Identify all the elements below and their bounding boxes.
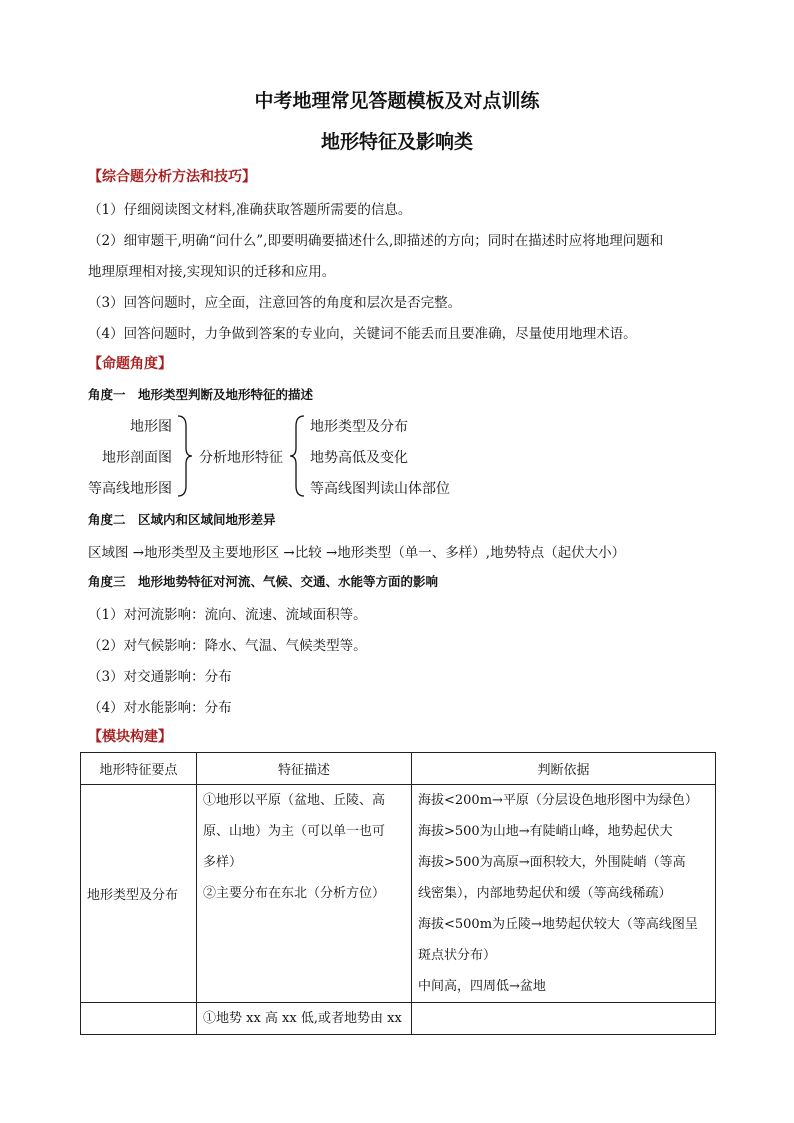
page-subtitle: 地形特征及影响类: [320, 131, 473, 153]
section-heading-methods: 【综合题分析方法和技巧】: [88, 169, 256, 185]
basis-line: 中间高，四周低→盆地: [418, 979, 546, 994]
diagram-right-2: 地势高低及变化: [310, 450, 408, 466]
desc-line: ①地形以平原（盆地、丘陵、高: [203, 793, 386, 808]
method-item-1: （1）仔细阅读图文材料,准确获取答题所需要的信息。: [88, 202, 412, 218]
method-item-4: （4）回答问题时，力争做到答案的专业向，关键词不能丢而且要准确，尽量使用地理术语。: [88, 326, 637, 342]
angle-2-heading: 角度二 区域内和区域间地形差异: [88, 512, 276, 527]
diagram-left-2: 地形剖面图: [102, 450, 172, 466]
page-title: 中考地理常见答题模板及对点训练: [254, 90, 540, 112]
table-cell-point: 地形类型及分布: [81, 785, 197, 1003]
diagram-left-3: 等高线地形图: [88, 481, 172, 497]
method-item-2-cont: 地理原理相对接,实现知识的迁移和应用。: [88, 264, 336, 280]
table-cell-basis: [412, 1003, 716, 1035]
desc-line: ①地势 xx 高 xx 低,或者地势由 xx: [203, 1011, 402, 1026]
method-item-2: （2）细审题干,明确“问什么”,即要明确要描述什么,即描述的方向；同时在描述时应将地理问题和: [88, 233, 664, 249]
table-header-basis: 判断依据: [412, 753, 716, 785]
angle-2-flow: 区域图 →地形类型及主要地形区 →比较 →地形类型（单一、多样）,地势特点（起伏大小）: [88, 545, 626, 561]
table-cell-point: [81, 1003, 197, 1035]
basis-line: 海拔>500为山地→有陡峭山峰，地势起伏大: [418, 824, 673, 839]
diagram-right-3: 等高线图判读山体部位: [310, 481, 450, 497]
basis-line: 线密集），内部地势起伏和缓（等高线稀疏）: [418, 886, 672, 901]
table-header-desc: 特征描述: [197, 753, 412, 785]
angle-3-item-1: （1）对河流影响：流向、流速、流域面积等。: [88, 607, 367, 623]
basis-line: 海拔<200m→平原（分层设色地形图中为绿色）: [418, 793, 698, 808]
section-heading-module: 【模块构建】: [88, 729, 172, 745]
table-header-row: [81, 753, 716, 785]
angle-3-item-4: （4）对水能影响：分布: [88, 700, 232, 716]
angle-3-item-2: （2）对气候影响：降水、气温、气候类型等。: [88, 638, 367, 654]
angle-1-heading: 角度一 地形类型判断及地形特征的描述: [88, 387, 314, 402]
section-heading-angles: 【命题角度】: [88, 356, 172, 372]
diagram-center: 分析地形特征: [199, 450, 283, 466]
table-row: [81, 785, 716, 1003]
angle-3-item-3: （3）对交通影响：分布: [88, 669, 232, 685]
basis-line: 海拔<500m为丘陵→地势起伏较大（等高线图呈: [418, 917, 698, 932]
desc-line: ②主要分布在东北（分析方位）: [203, 886, 386, 901]
diagram-right-1: 地形类型及分布: [310, 419, 408, 435]
desc-line: 原、山地）为主（可以单一也可: [203, 824, 386, 839]
diagram-left-1: 地形图: [130, 419, 172, 435]
table-row: [81, 1003, 716, 1035]
module-table: [80, 752, 716, 1035]
table-cell-desc: [197, 785, 412, 1003]
basis-line: 海拔>500为高原→面积较大，外围陡峭（等高: [418, 855, 686, 870]
method-item-3: （3）回答问题时，应全面，注意回答的角度和层次是否完整。: [88, 295, 462, 311]
left-brace-icon: [288, 414, 308, 498]
table-header-point: 地形特征要点: [81, 753, 197, 785]
right-brace-icon: [174, 414, 194, 498]
basis-line: 斑点状分布）: [418, 948, 497, 963]
desc-line: 多样）: [203, 855, 243, 870]
angle-3-heading: 角度三 地形地势特征对河流、气候、交通、水能等方面的影响: [88, 574, 439, 589]
table-cell-desc: [197, 1003, 412, 1035]
table-cell-basis: [412, 785, 716, 1003]
